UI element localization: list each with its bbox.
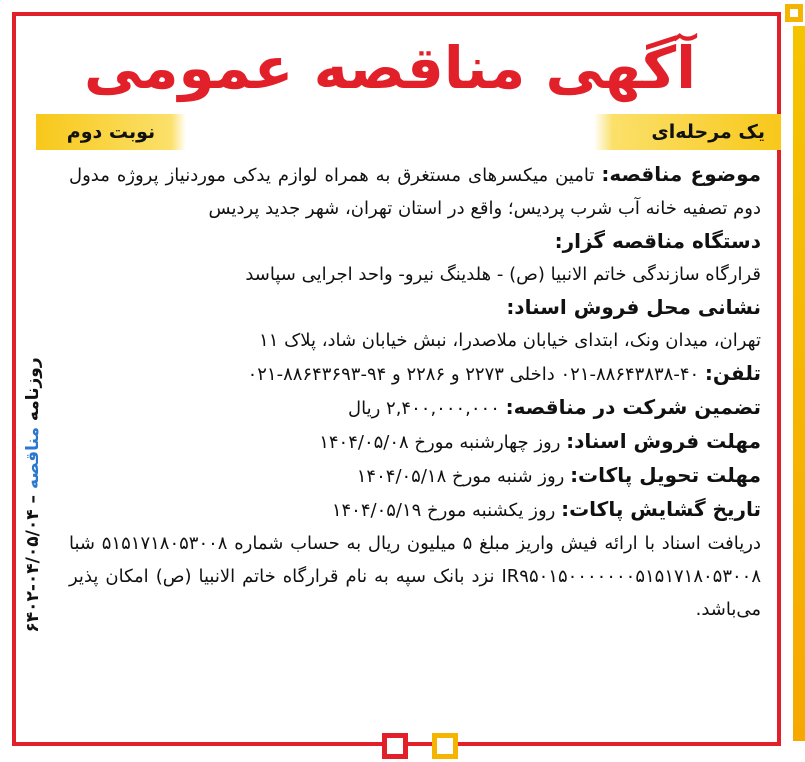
payment-paragraph: دریافت اسناد با ارائه فیش واریز مبلغ ۵ میلیون ریال به حساب شماره ۵۱۵۱۷۱۸۰۵۳۰۰۸ شبا IR۹۵۰۱۵۰۰۰۰۰۰۰۵۱۵۱۷۱۸۰۵۳۰۰۸ نزد بانک سپه به نام قرارگاه خاتم الانبیا (ص) امکان پذیر می‌باشد.: [69, 533, 761, 620]
subject-paragraph: [69, 158, 761, 225]
publication-round-badge: نوبت دوم: [36, 114, 186, 150]
delivery-row: [69, 459, 761, 493]
opening-text: روز یکشنبه مورخ ۱۴۰۴/۰۵/۱۹: [331, 500, 562, 521]
opening-label: تاریخ گشایش پاکات:: [561, 497, 761, 521]
newspaper-brand-logo: مناقصه: [23, 427, 43, 490]
org-label: دستگاه مناقصه گزار:: [554, 229, 761, 253]
opening-row: [69, 493, 761, 527]
sale-deadline-text: روز چهارشنبه مورخ ۱۴۰۴/۰۵/۰۸: [319, 432, 567, 453]
phone-text: ۴۰-۸۸۶۴۳۸۳۸-۰۲۱ داخلی ۲۲۷۳ و ۲۲۸۶ و ۹۴-۸۸۶۴۳۶۹۳-۰۲۱: [247, 364, 705, 385]
address-label: نشانی محل فروش اسناد:: [506, 295, 761, 319]
decorative-square-red: [382, 733, 408, 759]
sale-deadline-row: [69, 425, 761, 459]
side-issue-info: – ۰۴/۰۵/۰۴-۶۴۰۲: [23, 489, 43, 633]
newspaper-side-label: [16, 330, 50, 660]
tender-type-badge: یک مرحله‌ای: [594, 114, 781, 150]
guarantee-label: تضمین شرکت در مناقصه:: [505, 395, 761, 419]
phone-row: [69, 357, 761, 391]
phone-label: تلفن:: [704, 361, 761, 385]
tender-body: [69, 158, 761, 626]
yellow-accent-strip: [793, 26, 805, 741]
sale-deadline-label: مهلت فروش اسناد:: [566, 429, 761, 453]
guarantee-text: ۲,۴۰۰,۰۰۰,۰۰۰ ریال: [348, 398, 506, 419]
delivery-label: مهلت تحویل پاکات:: [570, 463, 761, 487]
org-text: قرارگاه سازندگی خاتم الانبیا (ص) - هلدینگ نیرو- واحد اجرایی سپاسد: [245, 264, 761, 285]
page-title: آگهی مناقصه عمومی: [83, 34, 697, 102]
address-text: تهران، میدان ونک، ابتدای خیابان ملاصدرا، نبش خیابان شاد، پلاک ۱۱: [259, 330, 761, 351]
guarantee-row: [69, 391, 761, 425]
subject-label: موضوع مناقصه:: [601, 162, 761, 186]
decorative-square-yellow: [432, 733, 458, 759]
side-prefix: روزنامه: [23, 357, 43, 428]
subject-text: تامین میکسرهای مستغرق به همراه لوازم یدکی موردنیاز پروژه مدول دوم تصفیه خانه آب شرب پردیس؛ واقع در استان تهران، شهر جدید پردیس: [69, 165, 761, 219]
decorative-square-top-right: [785, 4, 803, 22]
delivery-text: روز شنبه مورخ ۱۴۰۴/۰۵/۱۸: [356, 466, 571, 487]
